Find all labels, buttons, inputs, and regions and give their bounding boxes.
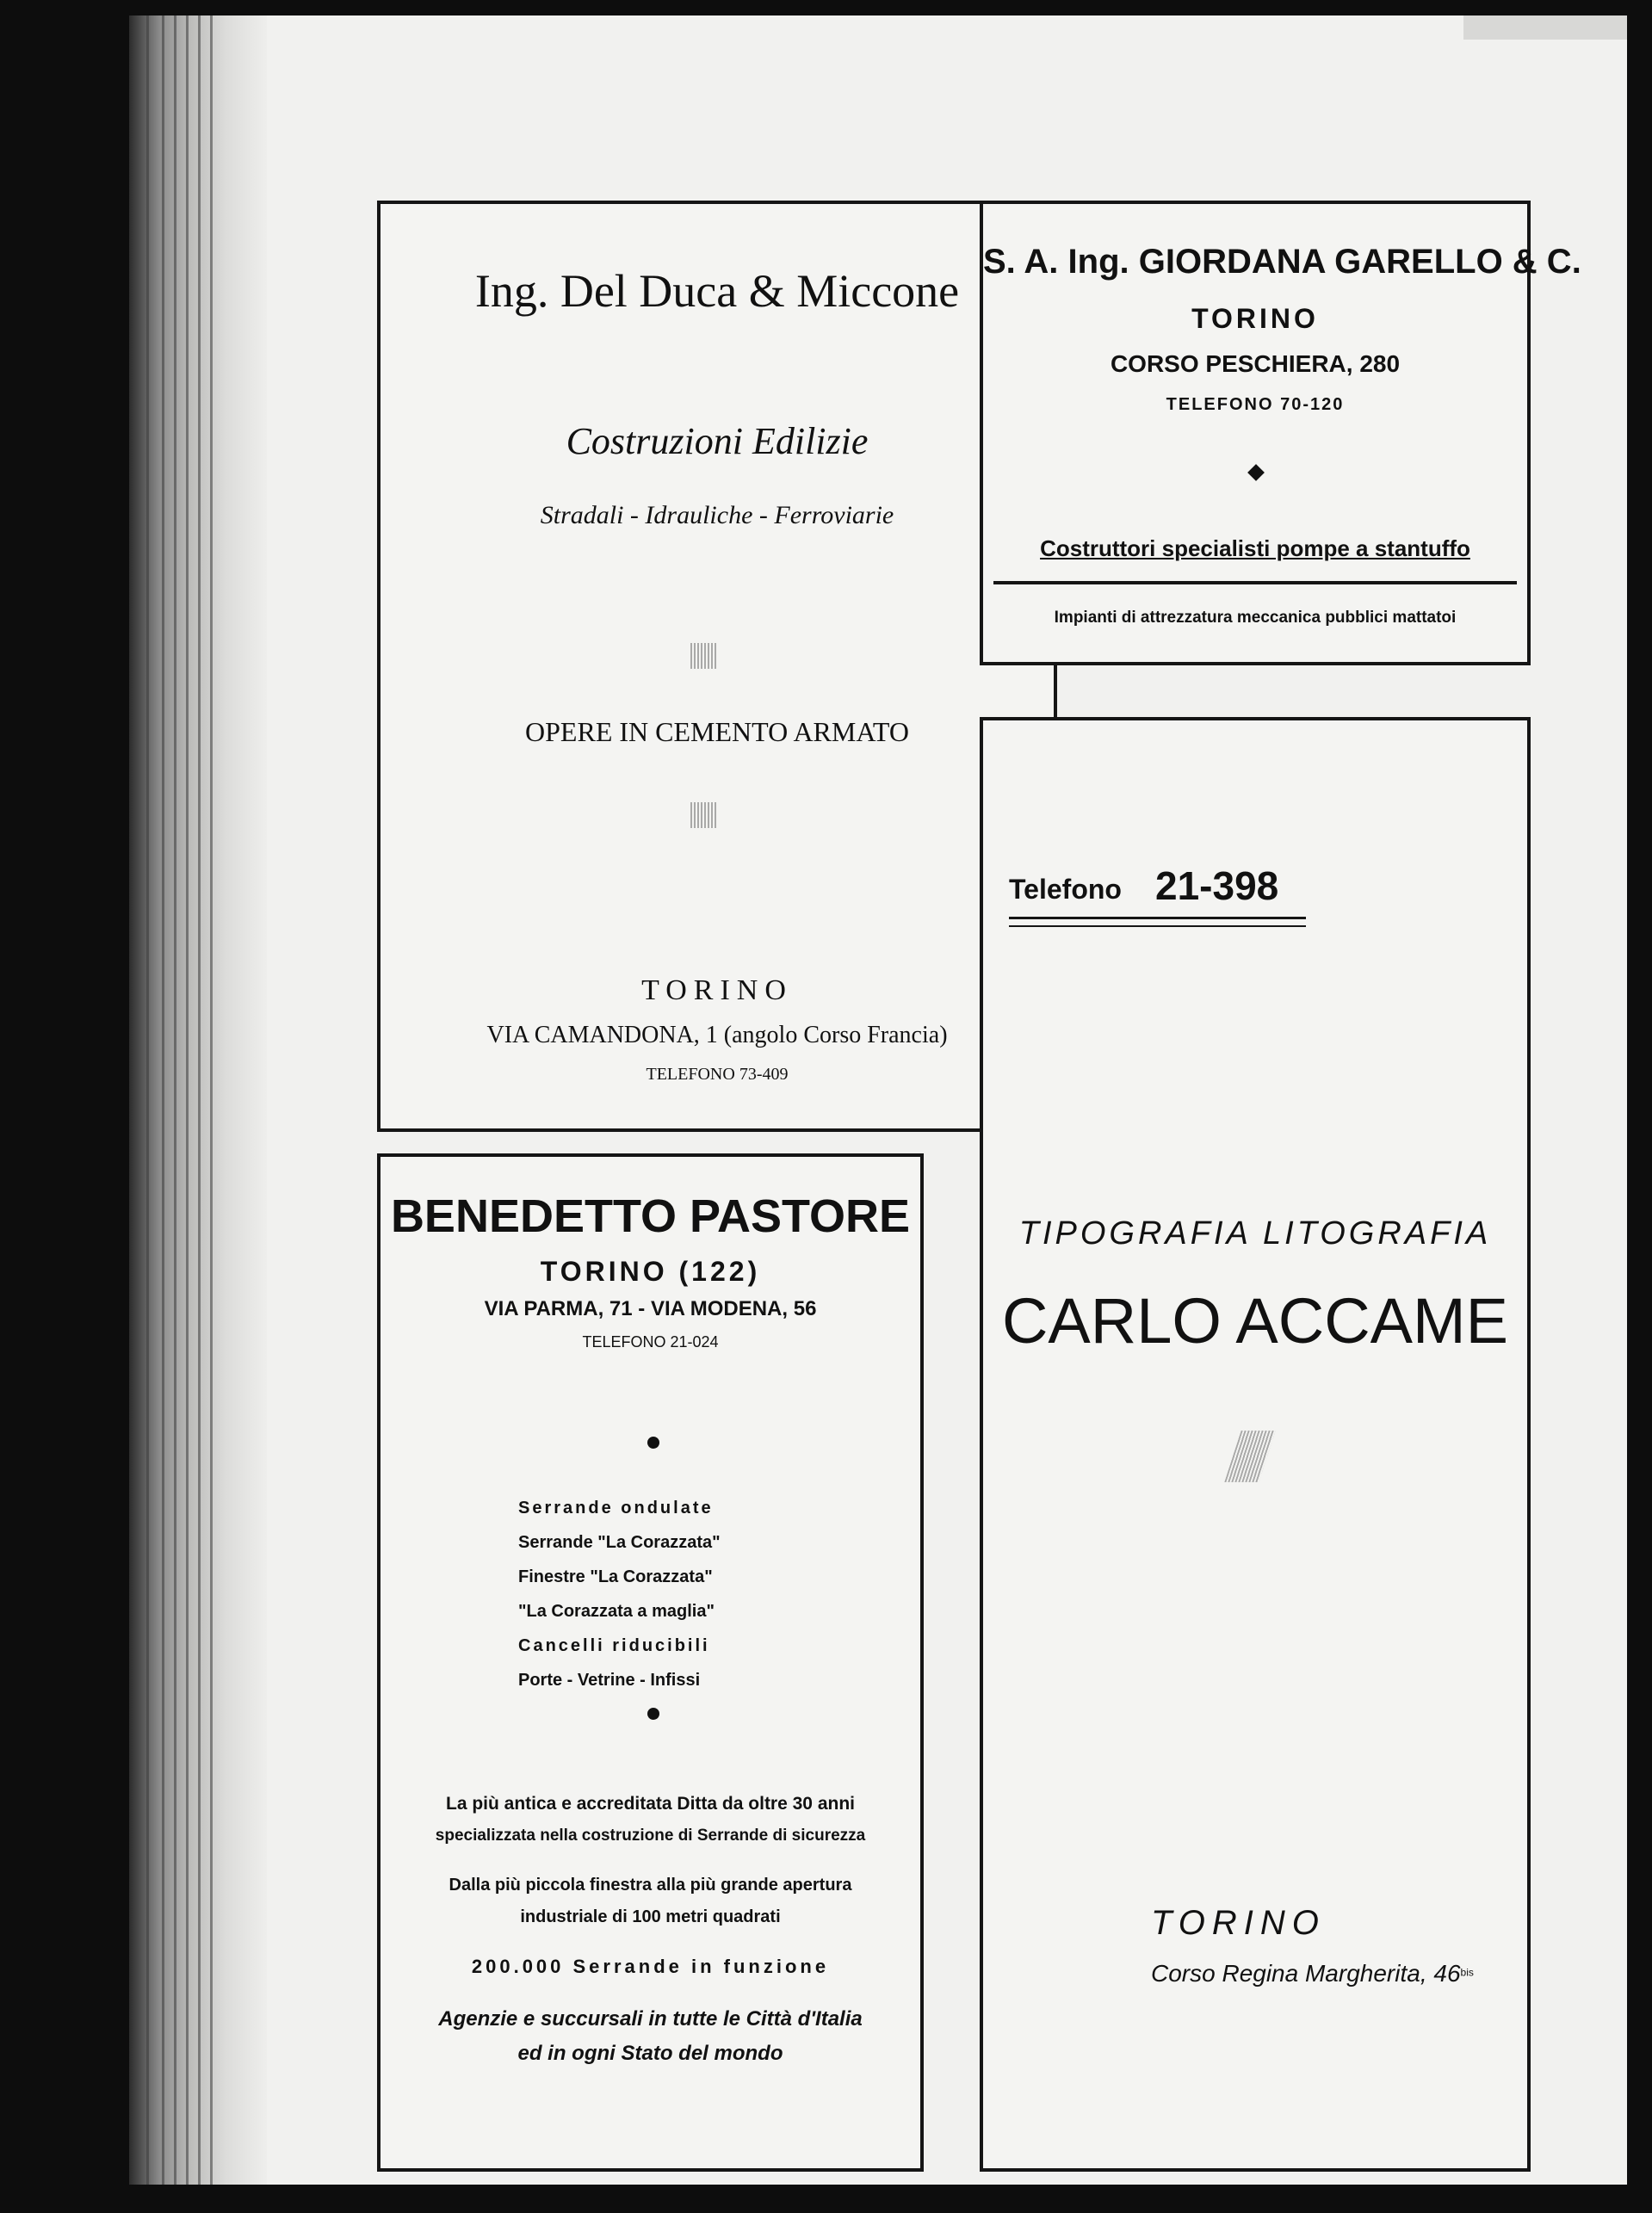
ad4-city: TORINO (122)	[540, 1256, 761, 1287]
ad-carlo-accame	[980, 717, 1531, 2172]
ad3-line-tipografia: TIPOGRAFIA LITOGRAFIA	[1018, 1215, 1492, 1252]
ad2-address: CORSO PESCHIERA, 280	[1110, 350, 1401, 377]
ad3-address-suffix: bis	[1460, 1966, 1474, 1979]
ad1-city: TORINO	[641, 974, 793, 1006]
ad1-line-stradali: Stradali - Idrauliche - Ferroviarie	[540, 501, 894, 529]
ad4-address: VIA PARMA, 71 - VIA MODENA, 56	[484, 1297, 817, 1320]
ad4-product-item: Serrande ondulate	[518, 1499, 714, 1518]
ad3-company-name: CARLO ACCAME	[1001, 1285, 1509, 1357]
ad4-desc-line: La più antica e accreditata Ditta da oltre 30 anni	[446, 1794, 855, 1814]
ad3-phone-number: 21-398	[1155, 863, 1279, 908]
ad3-ornament	[1224, 1431, 1275, 1482]
ad3-address-wrap	[1151, 1960, 1474, 1987]
ad-benedetto-pastore	[377, 1153, 924, 2172]
ad1-phone: TELEFONO 73-409	[646, 1065, 789, 1084]
ad1-address: VIA CAMANDONA, 1 (angolo Corso Francia)	[486, 1022, 948, 1048]
scanned-page	[129, 15, 1627, 2185]
ad4-dot-top	[647, 1437, 659, 1449]
ad4-products-list	[518, 1491, 802, 1697]
ad2-phone: TELEFONO 70-120	[1166, 395, 1345, 414]
ad1-company-name: Ing. Del Duca & Miccone	[474, 265, 960, 317]
ad3-phone-rule-1	[1009, 917, 1306, 919]
ad2-company-name: S. A. Ing. GIORDANA GARELLO & C.	[983, 243, 1581, 281]
ad4-desc-line: ed in ogni Stato del mondo	[517, 2042, 783, 2065]
ad1-line-cemento: OPERE IN CEMENTO ARMATO	[525, 716, 909, 747]
ad1-line-costruzioni: Costruzioni Edilizie	[566, 420, 869, 462]
ad3-phone-rule-2	[1009, 925, 1306, 927]
ad4-desc-line: Dalla più piccola finestra alla più grande apertura	[449, 1876, 852, 1895]
ad4-dot-bottom	[647, 1708, 659, 1720]
ad3-city: TORINO	[1151, 1904, 1326, 1942]
ad2-tagline: Costruttori specialisti pompe a stantuffo	[1040, 535, 1470, 561]
ad4-product-item: Cancelli riducibili	[518, 1636, 710, 1655]
book-binding-shadow	[129, 15, 267, 2185]
ad4-product-item: "La Corazzata a maglia"	[518, 1602, 715, 1621]
ad4-product-item: Serrande "La Corazzata"	[518, 1533, 721, 1552]
ad4-desc-line: specializzata nella costruzione di Serrande di sicurezza	[435, 1827, 866, 1845]
page-corner	[1463, 15, 1627, 40]
ad2-diamond-ornament	[1247, 464, 1265, 481]
ad4-desc-line: industriale di 100 metri quadrati	[520, 1907, 781, 1926]
ad4-product-item: Porte - Vetrine - Infissi	[518, 1671, 701, 1690]
ad4-phone: TELEFONO 21-024	[582, 1333, 719, 1351]
ad2-divider	[993, 581, 1517, 584]
ad3-phone-label: Telefono	[1009, 874, 1122, 905]
ad4-desc-line: Agenzie e succursali in tutte le Città d'Italia	[438, 2007, 863, 2031]
ad-del-duca-miccone	[377, 201, 1057, 1132]
ad2-subline: Impianti di attrezzatura meccanica pubblici mattatoi	[1054, 609, 1457, 627]
ad-giordana-garello	[980, 201, 1581, 665]
ad4-desc-line: 200.000 Serrande in funzione	[471, 1956, 830, 1977]
ad1-ornament-bottom	[690, 802, 716, 828]
ad3-address: Corso Regina Margherita, 46	[1151, 1960, 1461, 1987]
ad4-company-name: BENEDETTO PASTORE	[390, 1190, 911, 1242]
ad4-product-item: Finestre "La Corazzata"	[518, 1567, 713, 1586]
ad2-city: TORINO	[1191, 303, 1319, 334]
ad1-ornament-top	[690, 643, 716, 669]
